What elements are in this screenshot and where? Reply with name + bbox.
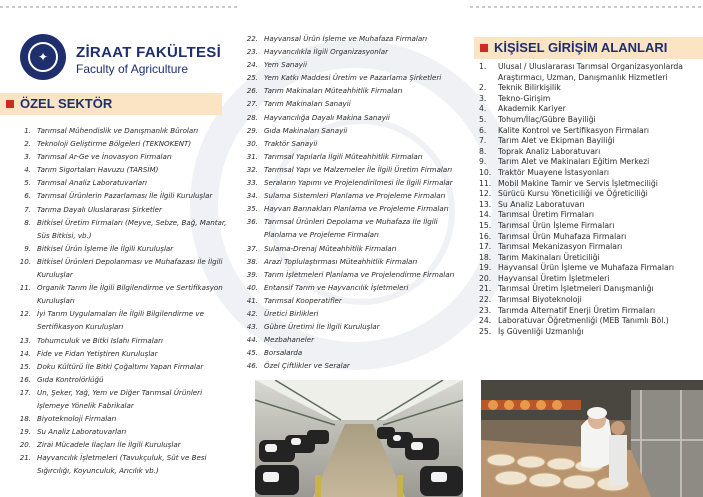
item-number: 14.: [19, 348, 31, 358]
middle-sector-item: [241, 268, 463, 281]
item-number: 9.: [24, 243, 31, 253]
middle-sector-item: [241, 242, 463, 255]
kisisel-girisim-item: [479, 295, 697, 306]
item-number: 36.: [246, 217, 258, 227]
kisisel-girisim-item: [479, 147, 697, 158]
middle-sector-item: [241, 215, 463, 241]
item-number: 19.: [19, 427, 31, 437]
kisisel-girisim-title: KİŞİSEL GİRİŞİM ALANLARI: [494, 40, 668, 55]
item-text: Un, Şeker, Yağ, Yem ve Diğer Tarımsal Ürünleri İşlemeye Yönelik Fabrikalar: [37, 387, 203, 410]
item-text: Biyoteknoloji Firmaları: [37, 414, 117, 424]
item-text: Tarımsal Ürün İşleme Firmaları: [498, 220, 615, 230]
dairy-barn-photo: [255, 380, 463, 497]
item-text: Tarım Alet ve Ekipman Bayiliği: [498, 136, 615, 146]
faculty-header: [76, 44, 221, 76]
middle-sector-item: [241, 97, 463, 110]
item-number: 8.: [24, 217, 31, 227]
kisisel-girisim-header: [474, 37, 703, 59]
section-marker-icon: [6, 100, 14, 108]
item-text: Traktör Sanayii: [264, 138, 318, 148]
kisisel-girisim-item: [479, 94, 697, 105]
item-number: 18.: [19, 414, 31, 424]
middle-sector-list: [241, 32, 463, 372]
kisisel-girisim-item: [479, 210, 697, 221]
item-number: 31.: [246, 151, 258, 161]
item-text: Arazi Toplulaştırması Müteahhitlik Firmaları: [264, 256, 418, 266]
middle-sector-item: [241, 189, 463, 202]
item-text: Doku Kültürü İle Bitki Çoğaltımı Yapan Firmalar: [37, 361, 204, 371]
middle-sector-item: [241, 137, 463, 150]
item-text: Organik Tarım İle İlgili Bilgilendirme ve Sertifikasyon Kuruluşları: [37, 283, 223, 306]
item-number: 8.: [479, 146, 487, 156]
item-text: Üretici Birlikleri: [264, 308, 319, 318]
item-text: Sulama Sistemleri Planlama ve Projeleme Firmaları: [264, 191, 446, 201]
item-number: 7.: [479, 136, 487, 146]
item-number: 3.: [24, 152, 31, 162]
kisisel-girisim-item: [479, 263, 697, 274]
item-number: 13.: [479, 199, 492, 209]
item-number: 19.: [479, 263, 492, 273]
item-text: İş Güvenliği Uzmanlığı: [498, 326, 584, 336]
ozel-sektor-title: ÖZEL SEKTÖR: [20, 96, 113, 111]
item-text: Tarımsal Kooperatifler: [264, 295, 342, 305]
kisisel-girisim-list: [479, 62, 697, 337]
middle-sector-item: [241, 71, 463, 84]
ozel-sektor-item: [14, 451, 229, 477]
item-text: Fide ve Fidan Yetiştiren Kuruluşlar: [37, 348, 158, 358]
item-text: Tekno-Girişim: [498, 93, 551, 103]
faculty-name: ZİRAAT FAKÜLTESİ: [76, 44, 222, 61]
item-number: 46.: [246, 361, 258, 371]
kisisel-girisim-item: [479, 62, 697, 83]
kisisel-girisim-item: [479, 179, 697, 190]
ozel-sektor-item: [14, 242, 229, 255]
ozel-sektor-item: [14, 255, 229, 281]
item-number: 3.: [479, 93, 487, 103]
item-number: 28.: [246, 112, 258, 122]
item-number: 34.: [246, 191, 258, 201]
item-text: Tarım İşletmeleri Planlama ve Projelendirme Firmaları: [264, 269, 455, 279]
kisisel-girisim-item: [479, 200, 697, 211]
item-number: 32.: [246, 164, 258, 174]
item-number: 7.: [24, 204, 31, 214]
ozel-sektor-list: [14, 124, 229, 478]
middle-sector-item: [241, 333, 463, 346]
item-number: 6.: [479, 125, 487, 135]
item-text: Kalite Kontrol ve Sertifikasyon Firmaları: [498, 125, 650, 135]
ozel-sektor-item: [14, 150, 229, 163]
item-text: Hayvancılıkla İlgili Organizasyonlar: [264, 47, 388, 57]
item-number: 11.: [479, 178, 492, 188]
kisisel-girisim-item: [479, 221, 697, 232]
ozel-sektor-item: [14, 281, 229, 307]
item-text: Tarıma Dayalı Uluslararası Şirketler: [37, 204, 162, 214]
item-text: Tarımsal Yapılarla İlgili Müteahhitlik Firmaları: [264, 151, 423, 161]
item-text: İyi Tarım Uygulamaları İle İlgili Bilgilendirme ve Sertifikasyon Kuruluşları: [37, 309, 204, 332]
section-marker-icon: [480, 44, 488, 52]
ozel-sektor-item: [14, 386, 229, 412]
item-number: 26.: [246, 86, 258, 96]
ozel-sektor-item: [14, 412, 229, 425]
middle-sector-item: [241, 84, 463, 97]
item-text: Hayvancılık İşletmeleri (Tavukçuluk, Süt ve Besi Sığırcılığı, Koyunculuk, Arıcılık vb.): [37, 453, 207, 476]
middle-sector-item: [241, 124, 463, 137]
ozel-sektor-item: [14, 124, 229, 137]
item-number: 33.: [246, 178, 258, 188]
item-number: 45.: [246, 348, 258, 358]
item-number: 24.: [479, 316, 492, 326]
kisisel-girisim-item: [479, 189, 697, 200]
item-number: 23.: [479, 305, 492, 315]
ozel-sektor-item: [14, 137, 229, 150]
item-text: Sulama-Drenaj Müteahhitlik Firmaları: [264, 243, 397, 253]
middle-sector-item: [241, 150, 463, 163]
kisisel-girisim-item: [479, 274, 697, 285]
university-logo: ✦: [20, 34, 66, 80]
ozel-sektor-item: [14, 189, 229, 202]
ozel-sektor-item: [14, 203, 229, 216]
middle-sector-item: [241, 176, 463, 189]
item-text: Akademik Kariyer: [498, 104, 566, 114]
item-number: 15.: [479, 220, 492, 230]
item-number: 10.: [479, 167, 492, 177]
kisisel-girisim-item: [479, 136, 697, 147]
item-number: 1.: [24, 126, 31, 135]
middle-sector-item: [241, 359, 463, 372]
item-text: Tarımsal Ar-Ge ve İnovasyon Firmaları: [37, 152, 172, 162]
middle-sector-item: [241, 32, 463, 45]
item-number: 20.: [19, 440, 31, 450]
item-number: 22.: [479, 295, 492, 305]
item-text: Tarımsal Mekanizasyon Firmaları: [498, 242, 623, 252]
kisisel-girisim-item: [479, 284, 697, 295]
item-number: 41.: [246, 295, 258, 305]
item-text: Su Analiz Laboratuvarı: [498, 199, 585, 209]
middle-sector-item: [241, 202, 463, 215]
item-text: Bitkisel Ürün İşleme İle İlgili Kuruluşlar: [37, 243, 174, 253]
middle-sector-item: [241, 307, 463, 320]
ozel-sektor-item: [14, 360, 229, 373]
item-number: 39.: [246, 269, 258, 279]
middle-sector-item: [241, 320, 463, 333]
item-number: 1.: [479, 62, 487, 71]
item-text: Tarım Makinaları Müteahhitlik Firmaları: [264, 86, 403, 96]
middle-sector-item: [241, 45, 463, 58]
item-text: Tarımsal Ürün Muhafaza Firmaları: [498, 231, 627, 241]
middle-sector-item: [241, 111, 463, 124]
ozel-sektor-item: [14, 334, 229, 347]
item-number: 43.: [246, 322, 258, 332]
item-number: 15.: [19, 361, 31, 371]
ozel-sektor-item: [14, 307, 229, 333]
item-text: Gıda Makinaları Sanayii: [264, 125, 348, 135]
item-number: 17.: [19, 387, 31, 397]
item-text: Tarım Makinaları Sanayii: [264, 99, 351, 109]
item-text: Bitkisel Üretim Firmaları (Meyve, Sebze, Bağ, Mantar, Süs Bitkisi, vb.): [37, 217, 227, 240]
item-number: 6.: [24, 191, 31, 201]
item-text: Tarımda Alternatif Enerji Üretim Firmaları: [498, 305, 656, 315]
item-number: 27.: [246, 99, 258, 109]
item-number: 4.: [24, 165, 31, 175]
item-text: Gıda Kontrolörlüğü: [37, 374, 104, 384]
item-number: 2.: [479, 83, 487, 93]
item-text: Tarımsal Üretim İşletmeleri Danışmanlığı: [498, 284, 654, 294]
item-number: 5.: [479, 114, 487, 124]
item-number: 21.: [479, 284, 492, 294]
item-number: 44.: [246, 335, 258, 345]
ozel-sektor-item: [14, 438, 229, 451]
item-number: 20.: [479, 273, 492, 283]
item-number: 5.: [24, 178, 31, 188]
item-text: Tarımsal Analiz Laboratuvarları: [37, 178, 147, 188]
item-text: Tohum/İlaç/Gübre Bayiliği: [498, 114, 596, 124]
item-number: 25.: [246, 73, 258, 83]
item-text: Hayvansal Üretim İşletmeleri: [498, 273, 610, 283]
item-text: Mezbahaneler: [264, 335, 315, 345]
item-number: 16.: [479, 231, 492, 241]
item-number: 21.: [19, 453, 31, 463]
item-text: Tarımsal Ürünlerin Pazarlaması İle İlgili Kuruluşlar: [37, 191, 213, 201]
item-number: 10.: [19, 256, 31, 266]
item-text: Hayvan Barınakları Planlama ve Projeleme Firmaları: [264, 204, 449, 214]
kisisel-girisim-item: [479, 104, 697, 115]
item-text: Borsalarda: [264, 348, 303, 358]
kisisel-girisim-item: [479, 83, 697, 94]
ozel-sektor-item: [14, 347, 229, 360]
item-text: Hayvansal Ürün İşleme ve Muhafaza Firmaları: [264, 34, 428, 43]
item-number: 16.: [19, 374, 31, 384]
item-number: 22.: [246, 34, 258, 43]
kisisel-girisim-item: [479, 168, 697, 179]
top-dotted-divider: [0, 6, 240, 8]
item-number: 11.: [19, 283, 31, 293]
kisisel-girisim-item: [479, 306, 697, 317]
item-text: Tohumculuk ve Bitki Islahı Firmaları: [37, 335, 163, 345]
item-number: 18.: [479, 252, 492, 262]
item-number: 23.: [246, 47, 258, 57]
faculty-name-en: Faculty of Agriculture: [76, 62, 189, 76]
middle-sector-item: [241, 281, 463, 294]
item-text: Traktör Muayene İstasyonları: [498, 167, 610, 177]
item-number: 25.: [479, 326, 492, 336]
item-text: Mobil Makine Tamir ve Servis İşletmeciliği: [498, 178, 658, 188]
item-text: Teknik Bilirkişilik: [498, 83, 561, 93]
item-number: 24.: [246, 60, 258, 70]
item-number: 9.: [479, 157, 487, 167]
item-text: Su Analiz Laboratuvarları: [37, 427, 127, 437]
kisisel-girisim-item: [479, 232, 697, 243]
kisisel-girisim-item: [479, 242, 697, 253]
item-number: 38.: [246, 256, 258, 266]
item-number: 14.: [479, 210, 492, 220]
item-text: Tarım Sigortaları Havuzu (TARSİM): [37, 165, 159, 175]
item-text: Toprak Analiz Laboratuvarı: [498, 146, 601, 156]
item-text: Tarımsal Üretim Firmaları: [498, 210, 595, 220]
item-number: 42.: [246, 308, 258, 318]
middle-sector-item: [241, 255, 463, 268]
item-text: Seraların Yapımı ve Projelendirilmesi İle İlgili Firmalar: [264, 178, 453, 188]
ozel-sektor-header: [0, 93, 222, 115]
middle-sector-item: [241, 294, 463, 307]
kisisel-girisim-item: [479, 253, 697, 264]
item-text: Entansif Tarım ve Hayvancılık İşletmeleri: [264, 282, 409, 292]
ozel-sektor-item: [14, 216, 229, 242]
ozel-sektor-item: [14, 163, 229, 176]
item-text: Tarım Makinaları Üreticiliği: [498, 252, 600, 262]
item-number: 30.: [246, 138, 258, 148]
item-number: 35.: [246, 204, 258, 214]
item-text: Tarımsal Biyoteknoloji: [498, 295, 582, 305]
item-number: 4.: [479, 104, 487, 114]
item-text: Tarımsal Ürünleri Depolama ve Muhafaza İle İlgili Planlama ve Projeleme Firmaları: [264, 217, 438, 240]
kisisel-girisim-item: [479, 157, 697, 168]
bakery-worker-photo: [481, 380, 703, 497]
item-number: 13.: [19, 335, 31, 345]
item-text: Özel Çiftlikler ve Seralar: [264, 361, 350, 371]
item-text: Gübre Üretimi İle İlgili Kuruluşlar: [264, 322, 380, 332]
item-text: Ulusal / Uluslararası Tarımsal Organizasyonlarda Araştırmacı, Uzman, Danışmanlık Hizmetleri: [498, 62, 684, 82]
kisisel-girisim-item: [479, 126, 697, 137]
kisisel-girisim-item: [479, 115, 697, 126]
kisisel-girisim-item: [479, 316, 697, 327]
item-text: Tarım Alet ve Makinaları Eğitim Merkezi: [498, 157, 650, 167]
item-text: Tarımsal Yapı ve Malzemeler İle İlgili Üretim Firmaları: [264, 164, 453, 174]
ozel-sektor-item: [14, 373, 229, 386]
item-number: 29.: [246, 125, 258, 135]
item-text: Bitkisel Ürünleri Depolanması ve Muhafazası İle İlgili Kuruluşlar: [37, 256, 223, 280]
item-text: Sürücü Kursu Yöneticiliği ve Öğreticiliği: [498, 189, 648, 199]
item-number: 12.: [479, 189, 492, 199]
ozel-sektor-item: [14, 176, 229, 189]
item-text: Yem Sanayii: [264, 60, 307, 70]
item-text: Tarımsal Mühendislik ve Danışmanlık Büroları: [37, 126, 199, 135]
middle-sector-item: [241, 346, 463, 359]
item-number: 37.: [246, 243, 258, 253]
item-number: 40.: [246, 282, 258, 292]
middle-sector-item: [241, 163, 463, 176]
item-text: Laboratuvar Öğretmenliği (MEB Tanımlı Böl.): [498, 316, 669, 326]
item-text: Hayvancılığa Dayalı Makina Sanayii: [264, 112, 390, 122]
item-number: 12.: [19, 309, 31, 319]
item-text: Hayvansal Ürün İşleme ve Muhafaza Firmaları: [498, 263, 675, 273]
item-text: Zirai Mücadele İlaçları İle İlgili Kuruluşlar: [37, 440, 181, 450]
kisisel-girisim-item: [479, 327, 697, 338]
ozel-sektor-item: [14, 425, 229, 438]
item-text: Yem Katkı Maddesi Üretim ve Pazarlama Şirketleri: [264, 73, 442, 83]
top-dotted-divider: [470, 6, 703, 8]
item-number: 2.: [24, 139, 31, 149]
middle-sector-item: [241, 58, 463, 71]
item-text: Teknoloji Geliştirme Bölgeleri (TEKNOKENT): [37, 139, 192, 149]
item-number: 17.: [479, 242, 492, 252]
